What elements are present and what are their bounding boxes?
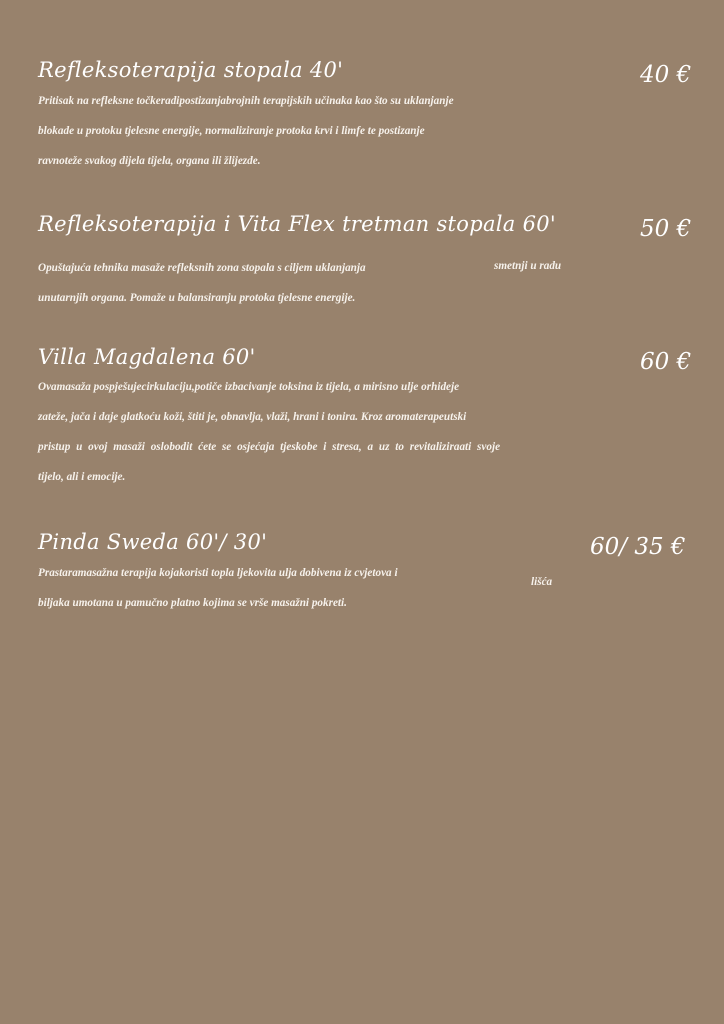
- treatment-title: Refleksoterapija stopala 40': [38, 58, 344, 82]
- treatment-description: [38, 372, 598, 492]
- description-line: ravnoteže svakog dijela tijela, organa ili žlijezde.: [38, 155, 261, 167]
- treatment-price: 60/ 35 €: [590, 534, 686, 560]
- description-line: Ovamasaža pospješujecirkulaciju,potiče izbacivanje toksina iz tijela, a mirisno ulje orhideje: [38, 381, 460, 393]
- treatment-title: Refleksoterapija i Vita Flex tretman stopala 60': [38, 212, 556, 236]
- description-line: Pritisak na refleksne točkeradipostizanjabrojnih terapijskih učinaka kao što su uklanjanje: [38, 95, 454, 107]
- treatment-price: 60 €: [640, 349, 692, 375]
- description-line: zateže, jača i daje glatkoću koži, štiti je, obnavlja, vlaži, hrani i tonira. Kroz aromaterapeutski: [38, 411, 467, 423]
- treatment-description: [38, 558, 598, 618]
- description-line: Prastaramasažna terapija kojakoristi topla ljekovita ulja dobivena iz cvjetova i: [38, 567, 398, 579]
- treatment-title: Villa Magdalena 60': [38, 345, 256, 369]
- description-line: Opuštajuća tehnika masaže refleksnih zona stopala s ciljem uklanjanja: [38, 262, 366, 274]
- treatment-price: 40 €: [640, 62, 692, 88]
- description-fragment: smetnji u radu: [494, 260, 562, 272]
- treatment-title: Pinda Sweda 60'/ 30': [38, 530, 268, 554]
- description-line: blokade u protoku tjelesne energije, normaliziranje protoka krvi i limfe te postizanje: [38, 125, 425, 137]
- description-line: pristup u ovoj masaži oslobodit ćete se osjećaja tjeskobe i stresa, a uz to revitaliziraati svoje: [38, 441, 501, 453]
- treatment-price: 50 €: [640, 216, 692, 242]
- description-line: unutarnjih organa. Pomaže u balansiranju protoka tjelesne energije.: [38, 292, 356, 304]
- description-line: biljaka umotana u pamučno platno kojima se vrše masažni pokreti.: [38, 597, 347, 609]
- treatment-description: [38, 86, 598, 176]
- description-line: tijelo, ali i emocije.: [38, 471, 126, 483]
- description-fragment: lišća: [531, 576, 553, 588]
